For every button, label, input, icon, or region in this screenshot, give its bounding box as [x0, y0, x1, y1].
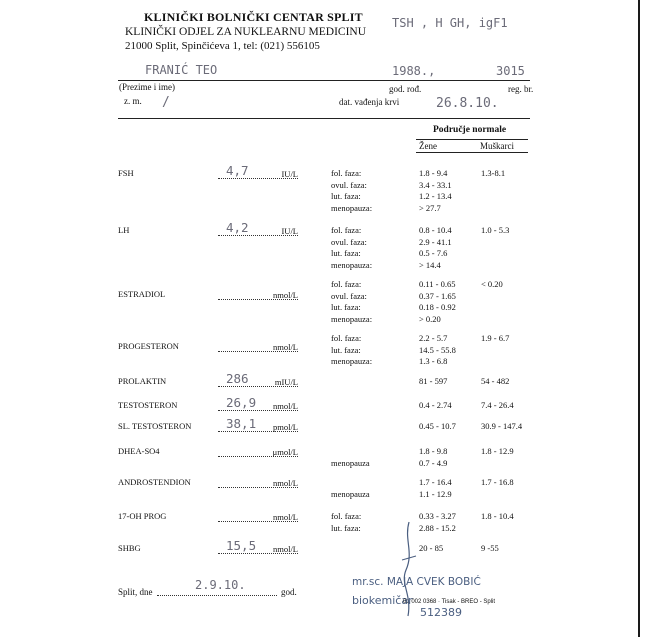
women-range: 0.4 - 2.74 [419, 400, 452, 410]
test-value: 286 [226, 371, 249, 386]
women-range: 0.7 - 4.9 [419, 457, 448, 468]
men-range: < 0.20 [481, 279, 503, 289]
birth-year: 1988., [392, 64, 436, 78]
section-line [118, 118, 530, 119]
women-range: 0.37 - 1.65 [419, 290, 456, 301]
women-range: 20 - 85 [419, 543, 444, 553]
test-value: 4,7 [226, 163, 249, 178]
patient-line [118, 80, 530, 81]
ranges-line-bottom [416, 152, 528, 153]
date-line [157, 595, 277, 596]
stamp-name: mr.sc. MAJA CVEK BOBIĆ [352, 576, 481, 588]
phase-label: menopauza [331, 457, 370, 468]
test-name: SHBG [118, 543, 141, 553]
women-range: 0.5 - 7.6 [419, 248, 448, 258]
men-range: 1.8 - 10.4 [481, 511, 514, 521]
phase-label: menopauza: [331, 259, 373, 270]
stamp-code: 01 002 0368 · Tisak - BREO - Split [403, 599, 496, 605]
women-range: > 14.4 [419, 259, 441, 270]
women-range: 3.4 - 33.1 [419, 179, 452, 190]
test-unit: IU/L [281, 226, 298, 236]
place-label: Split, dne [118, 587, 153, 597]
women-range: 1.3 - 6.8 [419, 356, 448, 366]
test-unit: nmol/L [272, 478, 298, 488]
men-range: 54 - 482 [481, 376, 510, 386]
name-label: (Prezime i ime) [119, 82, 175, 92]
signed-date: 2.9.10. [195, 578, 246, 592]
men-range: 30.9 - 147.4 [481, 421, 523, 431]
men-range: 1.3-8.1 [481, 168, 506, 178]
phase-label: menopauza: [331, 313, 373, 324]
test-name: LH [118, 225, 130, 235]
test-unit: pmol/L [272, 422, 298, 432]
phase-label: lut. faza: [331, 302, 361, 312]
women-range: 0.45 - 10.7 [419, 421, 456, 431]
draw-date-label: dat. vađenja krvi [339, 97, 400, 107]
men-range: 9 -55 [481, 543, 499, 553]
men-header: Muškarci [480, 141, 514, 151]
phase-label: ovul. faza: [331, 179, 367, 190]
phase-label: lut. faza: [331, 248, 361, 258]
test-unit: IU/L [281, 169, 298, 179]
women-range: 14.5 - 55.8 [419, 344, 456, 355]
women-range: 0.33 - 3.27 [419, 511, 456, 521]
men-range: 1.7 - 16.8 [481, 477, 514, 487]
phase-label: ovul. faza: [331, 290, 367, 301]
test-name: PROGESTERON [118, 341, 179, 351]
women-range: 1.7 - 16.4 [419, 477, 452, 487]
reg-number: 3015 [496, 64, 525, 78]
year-suffix: god. [281, 587, 297, 597]
men-range: 7.4 - 26.4 [481, 400, 514, 410]
test-value: 26,9 [226, 395, 257, 410]
phase-label: fol. faza: [331, 511, 362, 521]
marital-value: / [162, 95, 170, 110]
phase-label: fol. faza: [331, 225, 362, 235]
phase-label: menopauza [331, 488, 370, 499]
department-name: KLINIČKI ODJEL ZA NUKLEARNU MEDICINU [125, 26, 367, 38]
test-value: 4,2 [226, 220, 249, 235]
handwritten-tests: TSH , H GH, igF1 [392, 16, 508, 30]
test-unit: mIU/L [274, 377, 298, 387]
phase-label: fol. faza: [331, 333, 362, 343]
stamp-title: biokemičar [352, 594, 413, 607]
women-range: 0.11 - 0.65 [419, 279, 456, 289]
test-name: ESTRADIOL [118, 289, 166, 299]
phase-label: menopauza: [331, 356, 373, 366]
patient-name: FRANIĆ TEO [145, 63, 218, 77]
women-range: 81 - 597 [419, 376, 448, 386]
women-range: 2.88 - 15.2 [419, 522, 456, 533]
test-unit: nmol/L [272, 290, 298, 300]
test-name: PROLAKTIN [118, 376, 167, 386]
marital-label: z. m. [124, 96, 142, 106]
test-unit: nmol/L [272, 401, 298, 411]
women-range: 0.8 - 10.4 [419, 225, 452, 235]
birth-label: god. rođ. [389, 84, 422, 94]
test-name: TESTOSTERON [118, 400, 178, 410]
test-name: 17-OH PROG [118, 511, 167, 521]
test-unit: nmol/L [272, 342, 298, 352]
ranges-line [416, 139, 528, 140]
signature-mark [392, 520, 426, 620]
women-range: 2.2 - 5.7 [419, 333, 448, 343]
women-range: 1.1 - 12.9 [419, 488, 452, 499]
women-range: 1.2 - 13.4 [419, 191, 452, 201]
test-name: SL. TESTOSTERON [118, 421, 192, 431]
phase-label: ovul. faza: [331, 236, 367, 247]
phase-label: lut. faza: [331, 344, 361, 355]
test-name: ANDROSTENDION [118, 477, 191, 487]
phase-label: lut. faza: [331, 191, 361, 201]
women-range: 1.8 - 9.8 [419, 446, 448, 456]
test-unit: nmol/L [272, 512, 298, 522]
department-address: 21000 Split, Spinčićeva 1, tel: (021) 556105 [125, 40, 320, 52]
women-range: > 0.20 [419, 313, 441, 324]
hospital-name: KLINIČKI BOLNIČKI CENTAR SPLIT [144, 10, 363, 24]
women-header: Žene [419, 141, 437, 151]
ranges-title: Područje normale [433, 125, 507, 135]
phase-label: lut. faza: [331, 522, 361, 533]
test-value: 15,5 [226, 538, 257, 553]
men-range: 1.0 - 5.3 [481, 225, 510, 235]
men-range: 1.9 - 6.7 [481, 333, 510, 343]
phase-label: fol. faza: [331, 279, 362, 289]
reg-label: reg. br. [508, 84, 534, 94]
test-unit: nmol/L [272, 544, 298, 554]
stamp-number: 512389 [420, 606, 462, 619]
women-range: 0.18 - 0.92 [419, 302, 456, 312]
women-range: 1.8 - 9.4 [419, 168, 448, 178]
women-range: 2.9 - 41.1 [419, 236, 452, 247]
test-name: DHEA-SO4 [118, 446, 160, 456]
men-range: 1.8 - 12.9 [481, 446, 514, 456]
scan-edge [638, 0, 640, 637]
test-value: 38,1 [226, 416, 257, 431]
phase-label: menopauza: [331, 202, 373, 213]
phase-label: fol. faza: [331, 168, 362, 178]
test-name: FSH [118, 168, 134, 178]
draw-date: 26.8.10. [436, 96, 499, 111]
women-range: > 27.7 [419, 202, 441, 213]
test-unit: μmol/L [272, 447, 298, 457]
